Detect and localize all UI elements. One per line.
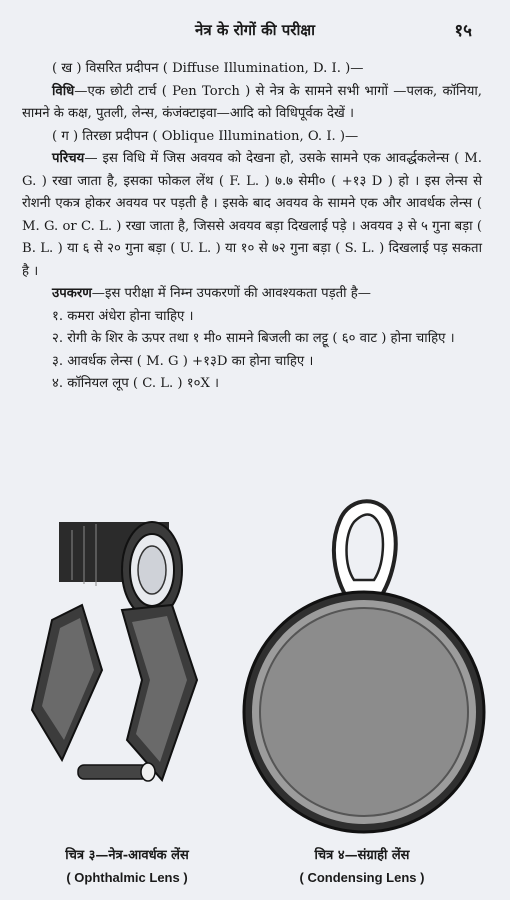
- figure-4-title: चित्र ४—संग्राही लेंस: [314, 848, 410, 863]
- intro-text: — इस विधि में जिस अवयव को देखना हो, उसके सामने एक आवर्द्धकलेन्स ( M. G. ) रखा जाता है, इसका फोकल लेंथ ( F. L. ) ७.७ सेमी० ( +१३ D ) हो । इस लेन्स से रोशनी एकत्र होकर अवयव पर पड़ती है । इसके बाद अवयव के सामने एक और आवर्धक लेन्स ( M. G. or C. L. ) रखा जाता है, जिससे अवयव बड़ा दिखलाई पड़े । अवयव ३ से ५ गुना बड़ा ( B. L. ) या ६ से २० गुना बड़ा ( U. L. ) या १० से ७२ गुना बड़ा ( S. L. ) दिखलाई पड़ सकता है ।: [22, 151, 483, 279]
- condensing-lens-illustration: [232, 490, 492, 835]
- equipment-item: ४. कॉनियल लूप ( C. L. ) १०X ।: [52, 376, 220, 391]
- body-text: [22, 58, 482, 396]
- oblique-intro: [22, 148, 482, 283]
- figure-4-caption: [262, 845, 462, 889]
- equipment-item: १. कमरा अंधेरा होना चाहिए ।: [52, 308, 194, 324]
- diffuse-method: [22, 81, 482, 126]
- figure-3-caption: [22, 845, 232, 889]
- ophthalmic-lens-illustration: [22, 510, 222, 810]
- equipment-item: ३. आवर्धक लेन्स ( M. G ) +१३D का होना चाहिए ।: [52, 353, 314, 369]
- equipment-label: उपकरण: [52, 286, 92, 301]
- diffuse-heading: ( ख ) विसरित प्रदीपन ( Diffuse Illumination, D. I. )—: [52, 61, 364, 76]
- figure-3-title: चित्र ३—नेत्र-आवर्धक लेंस: [65, 848, 189, 863]
- equipment-text: —इस परीक्षा में निम्न उपकरणों की आवश्यकता पड़ती है—: [91, 286, 371, 301]
- method-label: विधि: [52, 83, 75, 99]
- figure-3-subtitle: ( Ophthalmic Lens ): [66, 870, 188, 885]
- page-header: [0, 16, 510, 44]
- method-text: —एक छोटी टार्च ( Pen Torch ) से नेत्र के सामने सभी भागों —पलक, कॉनिया, सामने के कक्ष, पुतली, लेन्स, कंजंक्टाइवा—आदि को विधिपूर्वक देखें ।: [22, 83, 482, 121]
- equipment-heading: [22, 283, 482, 306]
- oblique-heading: ( ग ) तिरछा प्रदीपन ( Oblique Illumination, O. I. )—: [52, 128, 359, 144]
- equipment-item: २. रोगी के शिर के ऊपर तथा १ मी० सामने बिजली का लट्टू ( ६० वाट ) होना चाहिए ।: [52, 331, 455, 346]
- figure-4-subtitle: ( Condensing Lens ): [299, 870, 425, 885]
- intro-label: परिचय: [52, 151, 85, 166]
- page-number: १५: [454, 21, 472, 41]
- running-title: नेत्र के रोगों की परीक्षा: [195, 21, 315, 39]
